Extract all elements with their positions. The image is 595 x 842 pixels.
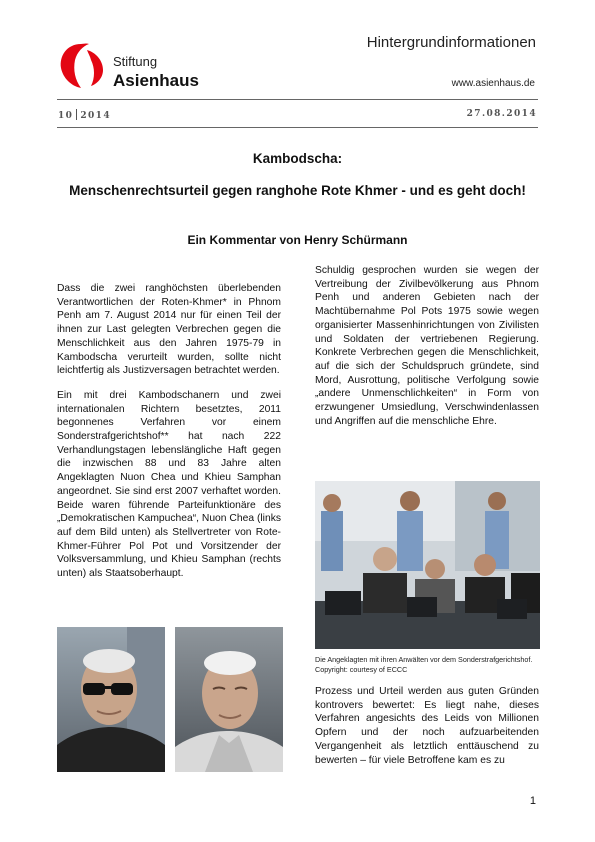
issue-separator <box>76 109 77 120</box>
issue-no: 10 <box>58 111 74 121</box>
byline: Ein Kommentar von Henry Schürmann <box>187 233 408 247</box>
issue-date: 27.08.2014 <box>466 109 537 119</box>
asienhaus-logo <box>57 38 207 94</box>
org-name-line1: Stiftung <box>113 54 158 69</box>
paragraph: Ein mit drei Kambodschanern und zwei internationalen Richtern besetztes, 2011 begonnenes Verfahren vor einem Sonderstrafgerichtshof** hat nach 222 Verhandlungstagen lebenslängliche Haft gegen die inzwischen 88 und 83 Jahre alten Angeklagten Nuon Chea und Khieu Samphan angeordnet. Sie sind erst 2007 verhaftet worden. Beide waren führende Parteifunktionäre des „Demokratischen Kampuchea“, Nuon Chea (links auf dem Bild unten) als Stellvertreter von Rote-Khmer-Führer Pol Pot und Vorsitzender der Volksversammlung, und Khieu Samphan (rechts unten) als Staatsoberhaupt. <box>57 389 281 580</box>
org-name-line2: Asienhaus <box>113 71 199 90</box>
photo-courtroom <box>315 481 540 649</box>
title-country: Kambodscha: <box>252 151 343 166</box>
doc-type: Hintergrundinformationen <box>366 34 536 51</box>
issue-number <box>58 109 111 121</box>
column-right-top <box>315 264 539 439</box>
photo-khieu-samphan <box>175 627 283 772</box>
portrait-image <box>57 627 165 772</box>
photo-caption: Die Angeklagten mit ihren Anwälten vor dem Sonderstrafgerichtshof. Copyright: courtesy of ECCC <box>315 655 533 674</box>
portrait-image <box>175 627 283 772</box>
paragraph: Prozess und Urteil werden aus guten Gründen kontrovers bewertet: Es liegt nahe, dieses Verfahren angesichts des Leids von Millionen Opfern und der noch aufzuarbeitenden Vergangenheit als letztlich enttäuschend zu bewerten – für viele Betroffene kam es zu <box>315 686 539 766</box>
paragraph: Dass die zwei ranghöchsten überlebenden Verantwortlichen der Roten-Khmer* in Phnom Penh am 7. August 2014 nur für einen Teil der ihnen zur Last gelegten Verbrechen gegen die Menschlichkeit aus den Jahren 1975-79 in Kambodscha verurteilt wurden, sollte nicht leichtfertig als Justizversagen betrachtet werden. <box>57 283 281 377</box>
paragraph: Schuldig gesprochen wurden sie wegen der Vertreibung der Zivilbevölkerung aus Phnom Penh und anderen Gebieten nach der Machtübernahme Pol Pots 1975 sowie wegen organisierter Massenhinrichtungen von Zivilisten und Soldaten der vertriebenen Regierung. Konkrete Verbrechen gegen die Menschlichkeit, auf die sich der Schuldspruch gründete, sind Mord, Ausrottung, politische Verfolgung sowie „andere Unmenschlichkeiten“ in Form von erzwungener Umsiedlung, Verschwindenlassen und Angriffen auf die menschliche Ehre. <box>315 265 539 427</box>
logo-mark-icon <box>57 38 111 94</box>
photo-nuon-chea <box>57 627 165 772</box>
courtroom-image <box>315 481 540 649</box>
page-number: 1 <box>529 795 536 807</box>
header-rule-bottom <box>57 127 538 128</box>
title-headline: Menschenrechtsurteil gegen ranghohe Rote Khmer - und es geht doch! <box>69 183 526 198</box>
column-left <box>57 282 281 592</box>
column-right-bottom <box>315 685 539 778</box>
issue-year: 2014 <box>80 111 111 121</box>
header-rule-top <box>57 99 538 100</box>
website-link[interactable]: www.asienhaus.de <box>451 78 535 89</box>
